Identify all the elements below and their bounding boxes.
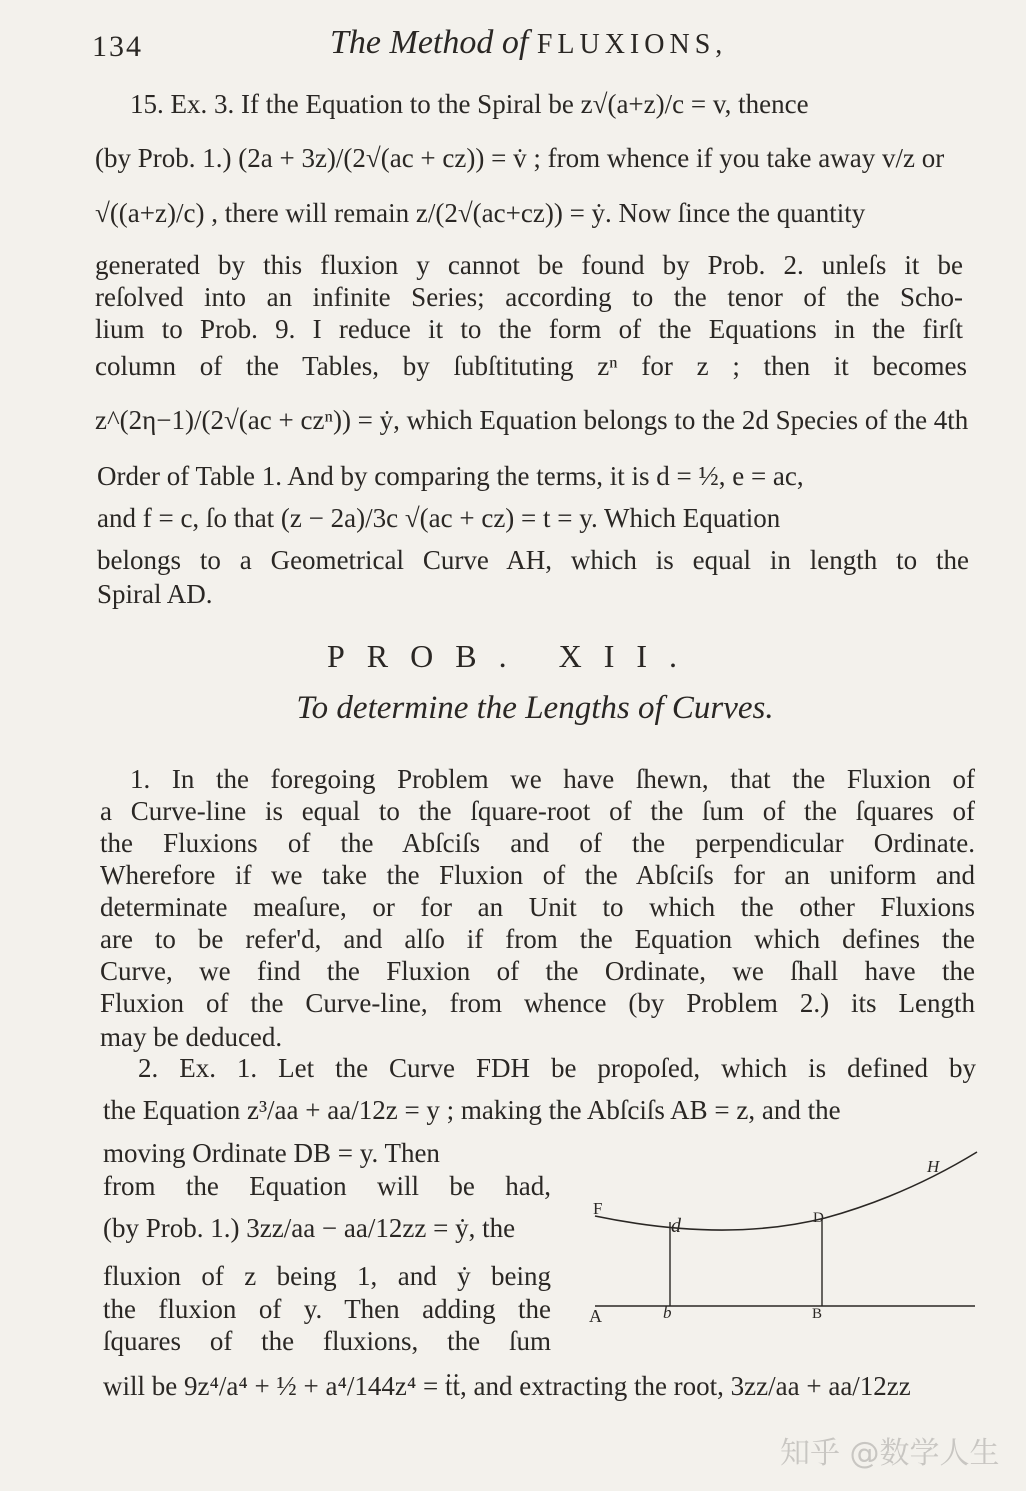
text-line: Order of Table 1. And by comparing the terms, it is d = ½, e = ac, [97, 461, 804, 491]
text-line: may be deduced. [100, 1022, 283, 1052]
text-line: the Fluxions of the Abſciſs and of the perpendicular Ordinate. [100, 828, 975, 858]
label-b: B [812, 1306, 823, 1322]
text-line: √((a+z)/c) , there will remain z/(2√(ac+cz)) = ẏ. Now ſince the quantity [95, 198, 866, 228]
text-line: 15. Ex. 3. If the Equation to the Spiral be z√(a+z)/c = v, thence [130, 89, 809, 119]
running-title-main: The Method of [330, 24, 537, 61]
text-line: Curve, we find the Fluxion of the Ordinate, we ſhall have the [100, 956, 975, 986]
text-line: determinate meaſure, or for an Unit to which the other Fluxions [100, 892, 975, 922]
running-title [330, 24, 727, 62]
text-line: are to be refer'd, and alſo if from the Equation which defines the [100, 924, 975, 954]
label-d-small: d [671, 1215, 681, 1237]
text-line: the fluxion of y. Then adding the [103, 1294, 551, 1324]
text-line: belongs to a Geometrical Curve AH, which is equal in length to the [97, 545, 969, 575]
text-line: column of the Tables, by ſubſtituting zⁿ for z ; then it becomes [95, 351, 967, 381]
text-line: z^(2η−1)/(2√(ac + czⁿ)) = ẏ, which Equation belongs to the 2d Species of the 4th [95, 405, 969, 435]
problem-subtitle: To determine the Lengths of Curves. [296, 690, 774, 726]
text-line: lium to Prob. 9. I reduce it to the form of the Equations in the firſt [95, 314, 963, 344]
text-line: Fluxion of the Curve-line, from whence (by Problem 2.) its Length [100, 988, 975, 1018]
label-b-small: b [663, 1303, 672, 1322]
label-h: H [927, 1157, 940, 1176]
text-line: generated by this fluxion y cannot be found by Prob. 2. unleſs it be [95, 250, 963, 280]
curve-fdh [595, 1152, 977, 1230]
curve-figure [575, 1148, 985, 1338]
label-d: D [813, 1210, 824, 1226]
text-line: fluxion of z being 1, and ẏ being [103, 1261, 551, 1291]
text-line: Wherefore if we take the Fluxion of the Abſciſs for an uniform and [100, 860, 975, 890]
text-line: Spiral AD. [97, 579, 213, 609]
watermark: 知乎 @数学人生 [780, 1436, 1000, 1471]
text-line: (by Prob. 1.) 3zz/aa − aa/12zz = ẏ, the [103, 1213, 516, 1243]
running-title-smallcaps: FLUXIONS, [536, 29, 728, 60]
text-line: 2. Ex. 1. Let the Curve FDH be propoſed, which is defined by [138, 1053, 976, 1083]
problem-title: PROB. XII. [326, 638, 699, 674]
text-line: the Equation z³/aa + aa/12z = y ; making the Abſciſs AB = z, and the [103, 1095, 841, 1125]
text-line: ſquares of the fluxions, the ſum [103, 1326, 551, 1356]
text-line: from the Equation will be had, [103, 1171, 551, 1201]
text-line: 1. In the foregoing Problem we have ſhewn, that the Fluxion of [130, 764, 975, 794]
text-line: a Curve-line is equal to the ſquare-root of the ſum of the ſquares of [100, 796, 975, 826]
text-line: reſolved into an infinite Series; according to the tenor of the Scho- [95, 282, 963, 312]
label-f: F [593, 1199, 603, 1218]
text-line: moving Ordinate DB = y. Then [103, 1138, 440, 1168]
label-a: A [589, 1306, 602, 1326]
text-line: will be 9z⁴/a⁴ + ½ + a⁴/144z⁴ = ṫṫ, and extracting the root, 3zz/aa + aa/12zz [103, 1371, 911, 1401]
text-line: and f = c, ſo that (z − 2a)/3c √(ac + cz) = t = y. Which Equation [97, 503, 781, 533]
page-number: 134 [92, 30, 143, 63]
text-line: (by Prob. 1.) (2a + 3z)/(2√(ac + cz)) = v̇ ; from whence if you take away v/z or [95, 143, 945, 173]
